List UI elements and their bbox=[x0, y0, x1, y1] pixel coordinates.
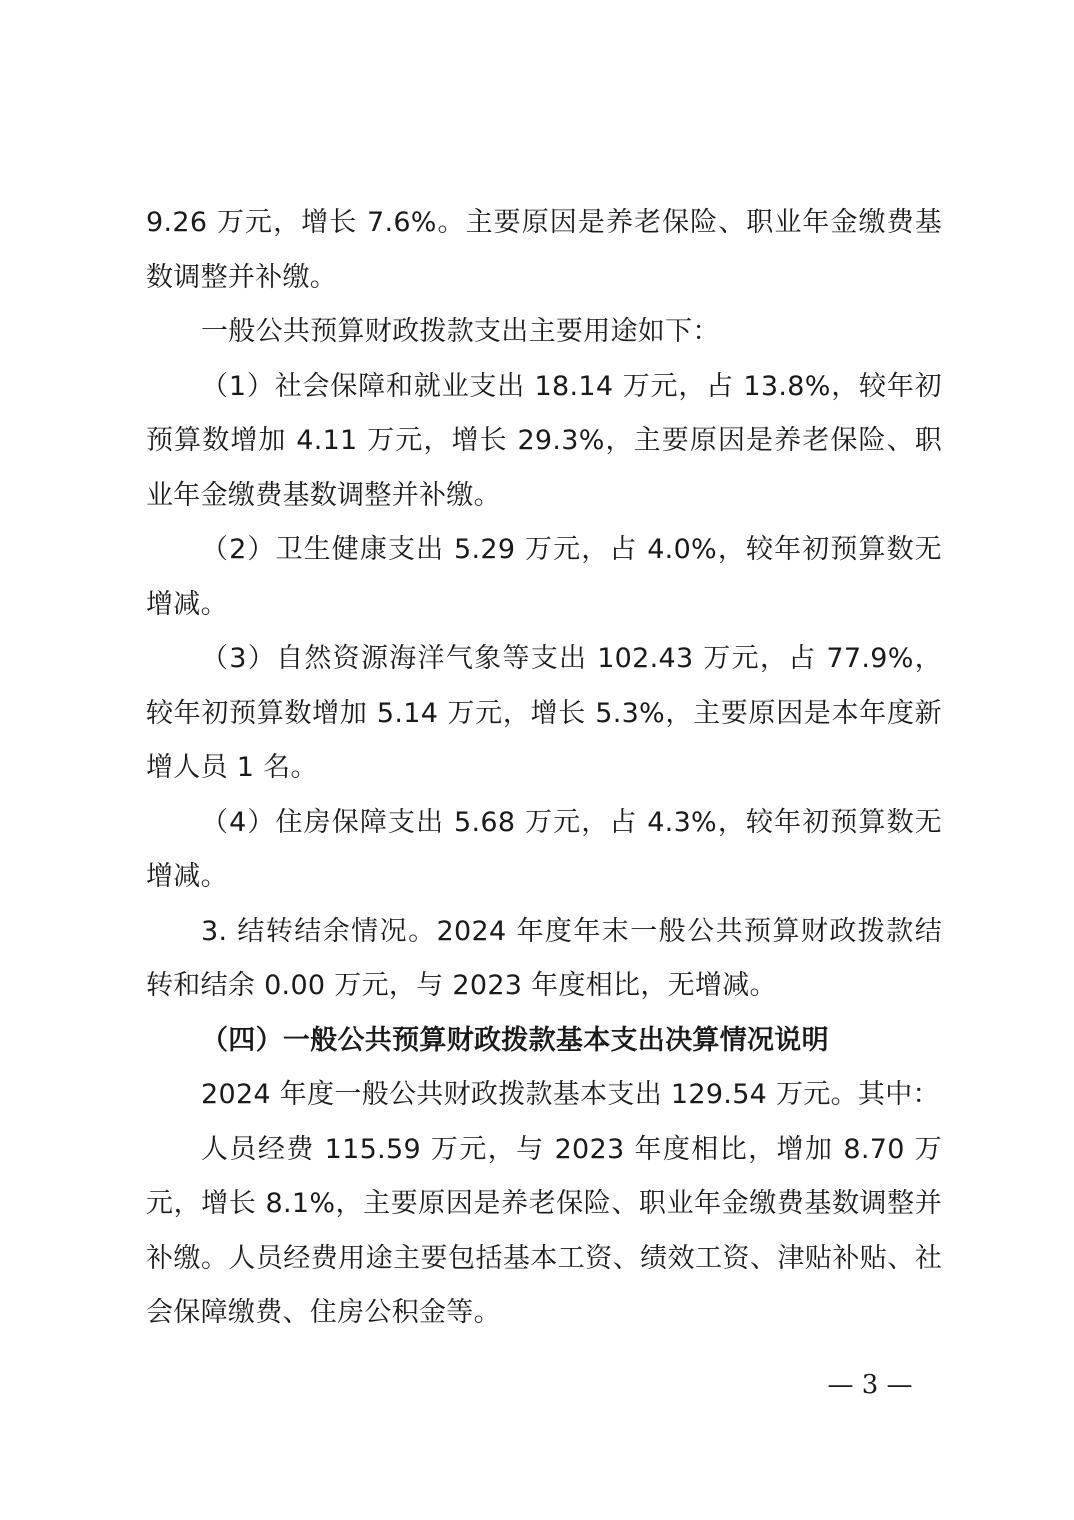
section-heading-basic-expenditure: （四）一般公共预算财政拨款基本支出决算情况说明 bbox=[201, 1024, 829, 1056]
paragraph-health: （2）卫生健康支出 5.29 万元，占 4.0%，较年初预算数无增减。 bbox=[146, 534, 942, 620]
paragraph-personnel-expenses: 人员经费 115.59 万元，与 2023 年度相比，增加 8.70 万元，增长 8.1%，主要原因是养老保险、职业年金缴费基数调整并补缴。人员经费用途主要包括基本工资、绩效工资、津贴补贴、社会保障缴费、住房公积金等。 bbox=[146, 1133, 942, 1328]
paragraph-natural-resources: （3）自然资源海洋气象等支出 102.43 万元，占 77.9%，较年初预算数增加 5.14 万元，增长 5.3%，主要原因是本年度新增人员 1 名。 bbox=[146, 643, 942, 783]
paragraph-continuation: 9.26 万元，增长 7.6%。主要原因是养老保险、职业年金缴费基数调整并补缴。 bbox=[146, 207, 942, 293]
paragraph-basic-expenditure: 2024 年度一般公共财政拨款基本支出 129.54 万元。其中： bbox=[201, 1079, 940, 1110]
page-number: — 3 — bbox=[827, 1370, 913, 1400]
paragraph-social-security: （1）社会保障和就业支出 18.14 万元，占 13.8%，较年初预算数增加 4.11 万元，增长 29.3%，主要原因是养老保险、职业年金缴费基数调整并补缴。 bbox=[146, 370, 942, 511]
paragraph-carryover: 3. 结转结余情况。2024 年度年末一般公共预算财政拨款结转和结余 0.00 万元，与 2023 年度相比，无增减。 bbox=[146, 915, 942, 1001]
document-body bbox=[146, 196, 942, 1341]
paragraph-housing: （4）住房保障支出 5.68 万元，占 4.3%，较年初预算数无增减。 bbox=[146, 806, 942, 892]
paragraph-expenditure-intro: 一般公共预算财政拨款支出主要用途如下： bbox=[201, 316, 720, 347]
